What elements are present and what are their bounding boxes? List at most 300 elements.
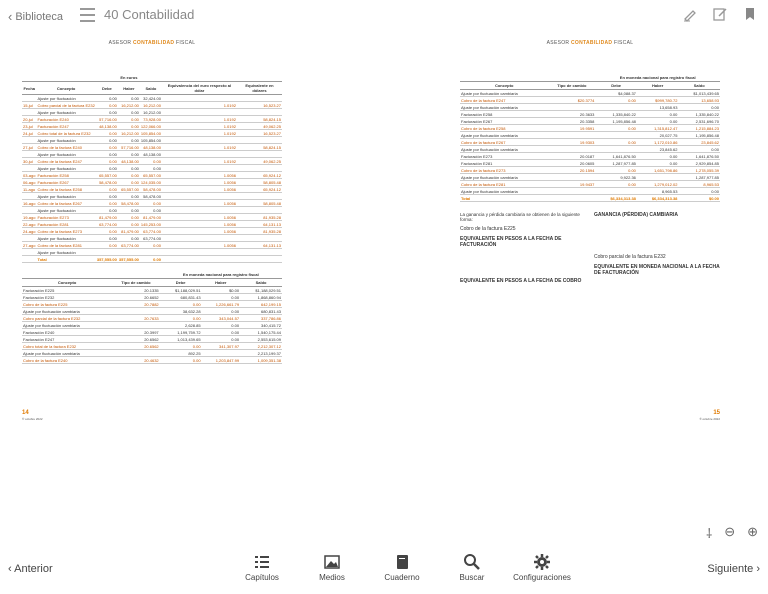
table-cell: 1.0192 bbox=[162, 123, 237, 130]
table-row bbox=[22, 228, 282, 235]
table-row bbox=[22, 287, 282, 294]
table-cell: $0.00 bbox=[678, 195, 720, 202]
table-cell bbox=[22, 207, 36, 214]
page-header bbox=[460, 40, 720, 46]
table-cell: $6,334,313.38 bbox=[637, 195, 679, 202]
table-cell: 2,553,615.09 bbox=[240, 336, 282, 343]
table-row bbox=[22, 357, 282, 364]
table-cell: Ajuste por fluctuación cambiaria bbox=[22, 322, 112, 329]
bottom-bar bbox=[0, 545, 768, 594]
table-cell: 1.0056 bbox=[162, 186, 237, 193]
column-header: Fecha bbox=[22, 82, 36, 95]
table-cell: 0.00 bbox=[160, 315, 202, 322]
list-icon bbox=[253, 553, 271, 571]
table-cell bbox=[237, 207, 282, 214]
table-cell: 0.00 bbox=[678, 104, 720, 111]
edit-note-icon[interactable] bbox=[712, 6, 728, 22]
page-number: 14 bbox=[22, 410, 29, 416]
table-cell: 1.0192 bbox=[162, 116, 237, 123]
table-cell: 105,854.00 bbox=[140, 137, 161, 143]
table-cell bbox=[22, 235, 36, 242]
table-cell: 20-jul bbox=[22, 116, 36, 123]
table-cell: 81,479.00 bbox=[96, 214, 118, 221]
table-cell: 24-ago bbox=[23, 228, 36, 234]
tool-label: Cuaderno bbox=[384, 573, 420, 582]
table-cell: 0.00 bbox=[202, 329, 241, 336]
table-cell: 340,415.72 bbox=[240, 322, 282, 329]
table-cell bbox=[162, 207, 237, 214]
chevron-left-icon: ‹ bbox=[8, 9, 13, 24]
table-cell: 105,854.00 bbox=[140, 130, 161, 136]
table-cell: 0.00 bbox=[96, 109, 118, 116]
table-cell bbox=[548, 104, 595, 111]
table-cell: 22-ago bbox=[23, 221, 36, 227]
table-cell: 124,035.00 bbox=[140, 179, 161, 185]
table-cell: 20.6562 bbox=[112, 343, 159, 350]
table-cell: 16,212.00 bbox=[118, 102, 140, 109]
table-cell bbox=[237, 235, 282, 242]
column-header: Saldo bbox=[140, 82, 162, 95]
table-cell bbox=[112, 350, 159, 357]
zoom-in-icon[interactable]: ⊕ bbox=[747, 524, 758, 539]
table-cell: 0.00 bbox=[637, 160, 679, 167]
table-cell: Facturación E273 bbox=[460, 153, 548, 160]
table-cell: 1,203,847.99 bbox=[202, 357, 241, 364]
table-cell: 1,287,977.85 bbox=[678, 174, 720, 181]
table-cell: Cobro total de la factura E232 bbox=[36, 130, 95, 137]
settings-button[interactable] bbox=[513, 553, 571, 582]
table-cell bbox=[162, 109, 237, 116]
table-cell: 64,131.13 bbox=[237, 242, 282, 249]
table-cell: 1,226,661.79 bbox=[202, 301, 241, 308]
table-row bbox=[460, 125, 720, 132]
page-number: 15 bbox=[713, 410, 720, 416]
table-cell: Facturación E267 bbox=[460, 118, 548, 125]
table-cell: $1,188,029.51 bbox=[240, 287, 282, 294]
table-cell: 0.00 bbox=[637, 118, 679, 125]
table-cell: 0.00 bbox=[96, 158, 118, 165]
table-cell: 32,424.00 bbox=[140, 95, 162, 102]
table-row bbox=[460, 146, 720, 153]
column-header: Saldo bbox=[240, 279, 282, 287]
table-cell: Cobro de la factura E225 bbox=[22, 301, 112, 308]
table-cell: 38,632.28 bbox=[160, 308, 202, 315]
table-cell: Facturación E240 bbox=[36, 116, 95, 123]
column-header: Debe bbox=[595, 82, 637, 90]
column-header: Tipo de cambio bbox=[112, 279, 159, 287]
table-cell: 20.4632 bbox=[112, 357, 159, 364]
table-cell: 16,523.27 bbox=[237, 130, 282, 137]
table-cell bbox=[112, 308, 159, 315]
table-cell: $999,780.72 bbox=[637, 97, 679, 104]
table-cell: 20.0187 bbox=[548, 153, 595, 160]
table-cell: $1,013,439.65 bbox=[678, 90, 720, 97]
table-row bbox=[460, 174, 720, 181]
table-row bbox=[22, 256, 282, 263]
table-cell: 1,009,351.38 bbox=[240, 357, 282, 364]
table-cell bbox=[237, 137, 282, 144]
table-cell bbox=[162, 235, 237, 242]
table-cell: 0.00 bbox=[118, 109, 140, 116]
table-row bbox=[22, 102, 282, 109]
column-header: Debe bbox=[160, 279, 202, 287]
table-cell: 0.00 bbox=[595, 167, 637, 174]
table-cell bbox=[22, 165, 36, 172]
table-cell: 63,774.00 bbox=[96, 221, 118, 228]
table-cell: 680,831.43 bbox=[160, 294, 202, 301]
table-cell: 0.00 bbox=[118, 214, 140, 221]
table-row bbox=[460, 167, 720, 174]
top-bar bbox=[0, 0, 768, 34]
table-cell: Cobro de la factura E267 bbox=[36, 200, 95, 207]
table-cell: Facturación E281 bbox=[36, 221, 95, 228]
table-cell bbox=[112, 322, 159, 329]
peso-ledger-table bbox=[22, 271, 282, 364]
column-header: Haber bbox=[637, 82, 679, 90]
table-cell: 16,523.27 bbox=[237, 102, 282, 109]
section-title: EQUIVALENTE EN MONEDA NACIONAL A LA FECHA DE FACTURACIÓN bbox=[594, 264, 720, 276]
table-row bbox=[22, 322, 282, 329]
gear-icon bbox=[533, 553, 551, 571]
table-cell: Ajuste por fluctuación bbox=[36, 249, 95, 256]
left-page bbox=[22, 40, 282, 430]
table-cell: Cobro de la factura E240 bbox=[36, 144, 95, 151]
bookmark-icon[interactable] bbox=[742, 6, 758, 22]
table-row bbox=[460, 139, 720, 146]
table-cell: 0.00 bbox=[118, 221, 140, 228]
table-cell: 30-jul bbox=[22, 158, 36, 165]
table-cell: 892.25 bbox=[160, 350, 202, 357]
table-cell: Ajuste por fluctuación cambiaria bbox=[460, 188, 548, 195]
table-cell: 0.00 bbox=[637, 111, 679, 118]
fit-page-icon[interactable]: ⸸ bbox=[706, 526, 713, 541]
table-cell: 58,824.15 bbox=[237, 144, 282, 151]
table-cell: 0.00 bbox=[96, 207, 118, 214]
table-cell: Cobro de la factura E273 bbox=[460, 167, 548, 174]
table-row bbox=[460, 153, 720, 160]
table-cell: 48,138.00 bbox=[118, 158, 140, 165]
table-cell: 1,335,840.22 bbox=[678, 111, 720, 118]
table-cell: 57,716.00 bbox=[96, 116, 118, 123]
table-cell: 27-ago bbox=[23, 242, 36, 248]
table-cell: 20.0605 bbox=[548, 160, 595, 167]
table-cell: 0.00 bbox=[118, 151, 140, 158]
tool-label: Buscar bbox=[459, 573, 485, 582]
column-header: Equivalencia del euro respecto al dólar bbox=[162, 82, 237, 95]
table-cell bbox=[595, 188, 637, 195]
section-title: Cobro de la factura E225 bbox=[460, 226, 516, 232]
table-cell bbox=[118, 249, 140, 256]
explanation-paragraph: La ganancia y pérdida cambiaria se obtienen de la siguiente forma: bbox=[460, 212, 580, 222]
table-cell bbox=[237, 165, 282, 172]
header-suffix: FISCAL bbox=[614, 40, 634, 46]
table-cell: 1,199,759.72 bbox=[160, 329, 202, 336]
table-cell: $0.00 bbox=[202, 287, 241, 294]
table-cell: 0.00 bbox=[118, 95, 140, 102]
table-row bbox=[22, 308, 282, 315]
table-cell: 16,212.00 bbox=[140, 102, 162, 109]
table-cell: Facturación E281 bbox=[460, 160, 548, 167]
table-cell: 0.00 bbox=[118, 193, 140, 200]
table-cell: 1,195,856.48 bbox=[678, 132, 720, 139]
table-cell: 0.00 bbox=[96, 165, 118, 172]
tool-label: Capítulos bbox=[245, 573, 279, 582]
table-cell: Facturación E247 bbox=[22, 336, 112, 343]
table-cell: 20.7633 bbox=[112, 315, 159, 322]
section-title: EQUIVALENTE EN PESOS A LA FECHA DE FACTURACIÓN bbox=[460, 236, 562, 248]
table-row bbox=[460, 181, 720, 188]
table-cell: 23,845.62 bbox=[637, 146, 679, 153]
table-cell: Cobro de la factura E281 bbox=[460, 181, 548, 188]
table-cell: 0.00 bbox=[140, 158, 162, 165]
table-cell: 0.00 bbox=[96, 95, 118, 102]
column-header: Concepto bbox=[460, 82, 548, 90]
table-cell bbox=[22, 137, 36, 144]
table-row bbox=[22, 109, 282, 116]
table-cell: 1,641,876.50 bbox=[595, 153, 637, 160]
table-cell: $20.3774 bbox=[548, 97, 595, 104]
table-cell bbox=[637, 174, 679, 181]
menu-icon[interactable] bbox=[80, 8, 95, 22]
table-cell: 65,557.00 bbox=[118, 186, 140, 193]
table-cell: 20.6562 bbox=[112, 336, 159, 343]
table-cell: 1.0056 bbox=[162, 221, 237, 228]
table-cell: 81,935.28 bbox=[237, 214, 282, 221]
notebook-button[interactable] bbox=[378, 553, 426, 582]
table-row bbox=[22, 144, 282, 151]
table-cell bbox=[548, 146, 595, 153]
header-prefix: ASESOR bbox=[108, 40, 132, 46]
table-cell: 49,062.25 bbox=[237, 158, 282, 165]
table-cell: 642,199.15 bbox=[240, 301, 282, 308]
table-cell bbox=[548, 174, 595, 181]
table-cell: 0.00 bbox=[96, 102, 118, 109]
table-cell: Facturación E258 bbox=[460, 111, 548, 118]
table-cell bbox=[162, 256, 237, 263]
table-cell: Cobro de la factura E240 bbox=[22, 357, 112, 364]
table-cell bbox=[162, 193, 237, 200]
table-row bbox=[22, 315, 282, 322]
table-cell: 11-ago bbox=[23, 186, 36, 192]
table-row bbox=[460, 118, 720, 125]
previous-button[interactable]: ‹ Anterior bbox=[8, 563, 53, 575]
table-cell: 337,786.86 bbox=[240, 315, 282, 322]
table-cell: 58,805.48 bbox=[237, 200, 282, 207]
table-cell: 1,279,012.02 bbox=[637, 181, 679, 188]
table-row bbox=[22, 137, 282, 144]
table-cell: Cobro de la factura E258 bbox=[36, 186, 95, 193]
table-cell: 27-jul bbox=[22, 144, 36, 151]
column-header: Haber bbox=[118, 82, 140, 95]
table-cell: 13,658.93 bbox=[637, 104, 679, 111]
highlighter-icon[interactable] bbox=[682, 6, 698, 22]
table-cell: 65,924.12 bbox=[237, 172, 282, 179]
table-cell: 15-jul bbox=[22, 102, 36, 109]
table-row bbox=[22, 158, 282, 165]
table-cell: 0.00 bbox=[140, 200, 162, 207]
table-cell: 48,138.00 bbox=[96, 123, 118, 130]
euro-ledger-table bbox=[22, 74, 282, 263]
table-cell bbox=[637, 90, 679, 97]
table-cell bbox=[162, 165, 237, 172]
table-cell: 20,027.75 bbox=[637, 132, 679, 139]
table-cell: Ajuste por fluctuación cambiaria bbox=[460, 174, 548, 181]
table-cell: 0.00 bbox=[595, 97, 637, 104]
table-row bbox=[22, 242, 282, 249]
table-row bbox=[22, 336, 282, 343]
table-cell bbox=[162, 151, 237, 158]
table-cell: 0.00 bbox=[118, 123, 140, 130]
table-cell: Ajuste por fluctuación bbox=[36, 165, 95, 172]
table-cell: 63,774.00 bbox=[140, 228, 162, 235]
table-cell bbox=[548, 90, 595, 97]
table-cell: 58,478.00 bbox=[96, 179, 118, 186]
table-cell: Ajuste por fluctuación cambiaria bbox=[460, 104, 548, 111]
column-header: Saldo bbox=[678, 82, 720, 90]
table-cell: Ajuste por fluctuación bbox=[36, 109, 95, 116]
column-header: Debe bbox=[96, 82, 118, 95]
table-cell: 81,935.28 bbox=[237, 228, 282, 235]
table-cell: 8,965.53 bbox=[637, 188, 679, 195]
table-cell: 0.00 bbox=[118, 172, 140, 179]
table-cell: Cobro total de la factura E232 bbox=[22, 343, 112, 350]
table-cell: 0.00 bbox=[96, 130, 118, 137]
table-cell: 0.00 bbox=[202, 294, 241, 301]
notebook-icon bbox=[393, 553, 411, 571]
table-cell: 1.0192 bbox=[162, 144, 237, 151]
table-cell: $6,334,313.38 bbox=[595, 195, 637, 202]
table-cell: 0.00 bbox=[96, 193, 118, 200]
table-cell bbox=[548, 195, 595, 202]
image-icon bbox=[323, 553, 341, 571]
right-page bbox=[460, 40, 720, 430]
table-cell: 58,805.48 bbox=[237, 179, 282, 186]
table-row bbox=[22, 343, 282, 350]
chapters-button[interactable] bbox=[238, 553, 286, 582]
table-cell: Ajuste por fluctuación cambiaria bbox=[460, 146, 548, 153]
table-cell: 23-jul bbox=[22, 123, 36, 130]
group-header: En moneda nacional para registro fiscal bbox=[595, 74, 720, 82]
table-cell: 9,922.36 bbox=[595, 174, 637, 181]
table-cell: Cobro parcial de la factura E232 bbox=[22, 315, 112, 322]
table-cell: 63,774.00 bbox=[140, 235, 162, 242]
table-row bbox=[22, 301, 282, 308]
table-row bbox=[460, 90, 720, 97]
table-cell: 1.0056 bbox=[162, 228, 237, 235]
table-cell bbox=[202, 350, 241, 357]
zoom-out-icon[interactable]: ⊖ bbox=[724, 524, 736, 539]
table-cell bbox=[140, 249, 162, 256]
table-cell: 48,138.00 bbox=[140, 144, 162, 151]
search-icon bbox=[463, 553, 481, 571]
table-cell: 0.00 bbox=[595, 125, 637, 132]
table-cell: 0.00 bbox=[140, 256, 162, 263]
table-cell: 57,716.00 bbox=[118, 144, 140, 151]
table-cell: 1,315,812.47 bbox=[637, 125, 679, 132]
table-row bbox=[22, 165, 282, 172]
table-cell: 0.00 bbox=[595, 139, 637, 146]
table-row bbox=[22, 151, 282, 158]
table-cell: 1.0056 bbox=[162, 172, 237, 179]
table-cell: Ajuste por fluctuación cambiaria bbox=[22, 308, 112, 315]
header-suffix: FISCAL bbox=[176, 40, 196, 46]
table-cell bbox=[237, 249, 282, 256]
page-header bbox=[22, 40, 282, 46]
table-cell: 341,307.97 bbox=[202, 343, 241, 350]
media-button[interactable] bbox=[308, 553, 356, 582]
table-cell bbox=[548, 188, 595, 195]
back-to-library-button[interactable] bbox=[8, 9, 63, 24]
table-cell: 0.00 bbox=[140, 207, 162, 214]
peso-ledger-table bbox=[460, 74, 720, 202]
table-cell: 0.00 bbox=[160, 301, 202, 308]
search-button[interactable] bbox=[448, 553, 496, 582]
table-row bbox=[460, 160, 720, 167]
table-cell: 06-ago bbox=[23, 179, 36, 185]
table-cell: 0.00 bbox=[118, 207, 140, 214]
table-cell: 19.9437 bbox=[548, 181, 595, 188]
table-cell: 19-ago bbox=[23, 214, 36, 220]
table-row bbox=[22, 186, 282, 193]
table-cell: 73,928.00 bbox=[140, 116, 162, 123]
table-cell: 0.00 bbox=[118, 179, 140, 186]
zoom-controls bbox=[706, 524, 758, 542]
table-cell: Facturación E247 bbox=[36, 123, 95, 130]
table-cell bbox=[595, 132, 637, 139]
page-date: ® octubre 2022 bbox=[22, 417, 43, 421]
table-cell: 1.0056 bbox=[162, 179, 237, 186]
table-cell: Facturación E258 bbox=[36, 172, 95, 179]
previous-label: Anterior bbox=[14, 563, 53, 575]
table-cell: 1,335,840.22 bbox=[595, 111, 637, 118]
table-cell: 0.00 bbox=[118, 137, 140, 144]
table-cell: 680,831.43 bbox=[240, 308, 282, 315]
table-row bbox=[460, 104, 720, 111]
table-cell: 357,555.00 bbox=[96, 256, 117, 262]
table-cell: 58,824.15 bbox=[237, 116, 282, 123]
table-cell: 1,868,860.94 bbox=[240, 294, 282, 301]
table-cell: 2,929,854.85 bbox=[678, 160, 720, 167]
table-cell: 1,195,856.48 bbox=[595, 118, 637, 125]
next-label: Siguiente bbox=[707, 563, 754, 575]
table-cell: 0.00 bbox=[96, 137, 118, 144]
table-cell: 1.0056 bbox=[162, 214, 237, 221]
table-cell bbox=[22, 256, 36, 263]
table-cell bbox=[595, 146, 637, 153]
table-cell: Ajuste por fluctuación cambiaria bbox=[460, 132, 548, 139]
table-cell: 65,557.00 bbox=[140, 172, 162, 179]
table-cell: 0.00 bbox=[96, 235, 118, 242]
table-cell: 145,253.00 bbox=[140, 221, 161, 227]
table-row bbox=[22, 207, 282, 214]
table-cell: Cobro de la factura E267 bbox=[460, 139, 548, 146]
table-cell: 49,062.25 bbox=[237, 123, 282, 130]
table-cell: 0.00 bbox=[96, 200, 118, 207]
table-cell: Cobro de la factura E247 bbox=[36, 158, 95, 165]
table-cell: 24-jul bbox=[22, 130, 36, 137]
table-cell bbox=[22, 109, 36, 116]
table-cell: 19.9303 bbox=[548, 139, 595, 146]
table-cell: 23,845.62 bbox=[678, 139, 720, 146]
table-row bbox=[22, 95, 282, 102]
next-button[interactable]: Siguiente › bbox=[707, 563, 760, 575]
table-cell: 16,212.00 bbox=[140, 109, 162, 116]
table-cell: Facturación E225 bbox=[22, 287, 112, 294]
table-cell: 0.00 bbox=[202, 322, 241, 329]
table-cell: Total bbox=[36, 256, 95, 263]
table-cell: 20.6652 bbox=[112, 294, 159, 301]
table-cell: Facturación E240 bbox=[22, 329, 112, 336]
